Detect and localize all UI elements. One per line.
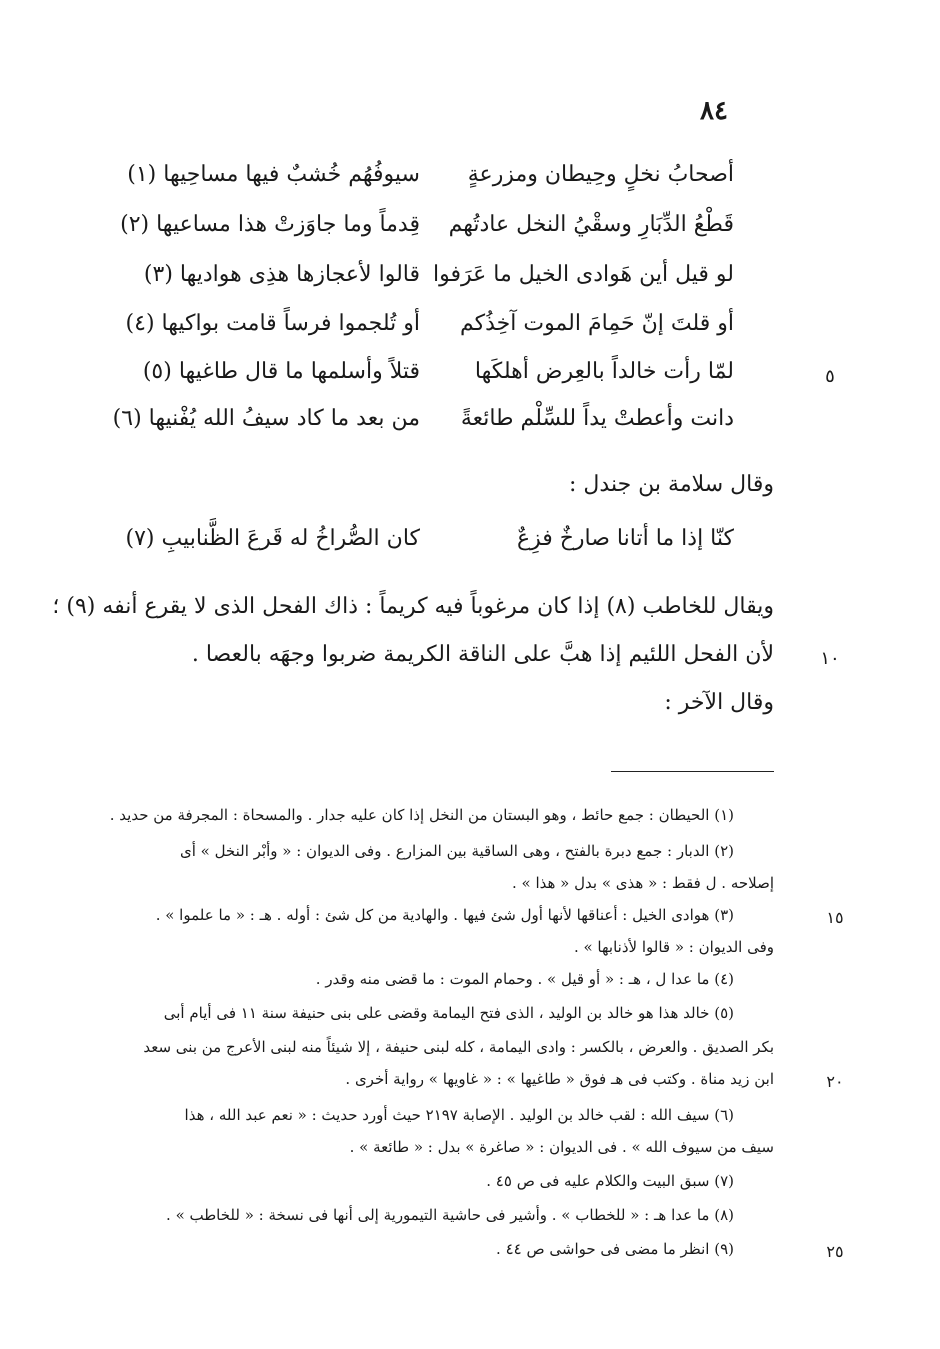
line-number-margin: ٢٠ — [826, 1072, 844, 1091]
verse-second-hemistich: سيوفُهُم خُشبٌ فيها مساحِيها (١) — [127, 162, 420, 187]
footnote-line: بكر الصديق . والعرض ، بالكسر : وادى اليمامة ، كله لبنى حنيفة ، إلا شيئاً منه لبنى الأعرج من بنى سعد — [143, 1038, 774, 1056]
verse-second-hemistich: قالوا لأعجازها هذِى هواديها (٣) — [143, 262, 420, 287]
line-number-margin: ٢٥ — [826, 1242, 844, 1261]
verse-line — [0, 311, 940, 351]
verse-first-hemistich: أو قلتَ إنّ حَمِامَ الموت آخِذُكم — [459, 311, 734, 336]
footnote-line: (٦) سيف الله : لقب خالد بن الوليد . الإصابة ٢١٩٧ حيث أورد حديث : « نعم عبد الله ، هذا — [184, 1106, 734, 1124]
prose-line: لأن الفحل اللئيم إذا هبَّ على الناقة الكريمة ضربوا وجهَه بالعصا . — [191, 642, 774, 667]
verse-first-hemistich: قَطْعُ الدِّبَارِ وسقْيُ النخل عادتُهم — [448, 212, 734, 237]
verse-first-hemistich: لمّا رأت خالداً بالعِرض أهلكَها — [474, 359, 734, 384]
verse-line — [0, 262, 940, 302]
footnote-line: إصلاحه . ل فقط : « هذى » بدل « هذا » . — [511, 874, 774, 892]
footnote-line: (٣) هوادى الخيل : أعناقها لأنها أول شئ فيها . والهادية من كل شئ : أوله . هـ : « ما علموا » . — [155, 906, 734, 924]
line-number-margin: ٥ — [825, 366, 835, 387]
footnote-line: (٧) سبق البيت والكلام عليه فى ص ٤٥ . — [486, 1172, 734, 1190]
verse-line — [0, 162, 940, 202]
verse-second-hemistich: من بعد ما كاد سيفُ الله يُفْنيها (٦) — [112, 406, 420, 431]
verse-first-hemistich: دانت وأعطتْ يداً للسِّلْم طائعةً — [460, 406, 734, 431]
verse-second-hemistich: أو تُلجموا فرساً قامت بواكيها (٤) — [125, 311, 420, 336]
footnote-separator — [611, 771, 774, 772]
line-number-margin: ١٥ — [826, 908, 844, 927]
footnote-line: وفى الديوان : « قالوا لأذنابها » . — [573, 938, 774, 956]
verse-line — [0, 526, 940, 566]
speaker-intro: وقال الآخر : — [664, 690, 774, 715]
line-number-margin: ١٠ — [820, 648, 840, 669]
verse-line — [0, 406, 940, 446]
verse-second-hemistich: قِدماً وما جاوَزتْ هذا مساعيها (٢) — [120, 212, 420, 237]
speaker-intro: وقال سلامة بن جندل : — [569, 472, 774, 497]
footnote-line: (٨) ما عدا هـ : « للخطاب » . وأشير فى حاشية التيمورية إلى أنها فى نسخة : « للخاطب » . — [166, 1206, 734, 1224]
footnote-line: (٥) خالد هذا هو خالد بن الوليد ، الذى فتح اليمامة وقضى على بنى حنيفة سنة ١١ فى أيام أبى — [163, 1004, 734, 1022]
verse-second-hemistich: كان الصُّراخُ له قَرعَ الظَّنابيبِ (٧) — [125, 526, 420, 551]
verse-first-hemistich: لو قيل أين هَوادى الخيل ما عَرَفوا — [433, 262, 734, 287]
prose-line: ويقال للخاطب (٨) إذا كان مرغوباً فيه كريماً : ذاك الفحل الذى لا يقرع أنفه (٩) ؛ — [52, 594, 774, 619]
verse-first-hemistich: أصحابُ نخلٍ وحِيطان ومزرعةٍ — [467, 162, 734, 187]
verse-second-hemistich: قتلاً وأسلمها ما قال طاغيها (٥) — [142, 359, 420, 384]
footnote-line: (١) الحيطان : جمع حائط ، وهو البستان من النخل إذا كان عليه جدار . والمسحاة : المجرفة من حديد . — [109, 806, 734, 824]
page-number: ٨٤ — [700, 96, 728, 126]
verse-first-hemistich: كنّا إذا ما أتانا صارخٌ فزِعٌ — [516, 526, 734, 551]
verse-line — [0, 359, 940, 399]
verse-line — [0, 212, 940, 252]
footnote-line: (٩) انظر ما مضى فى حواشى ص ٤٤ . — [496, 1240, 734, 1258]
footnote-line: (٤) ما عدا ل ، هـ : « أو قيل » . وحمام الموت : ما قضى منه وقدر . — [315, 970, 734, 988]
footnote-line: (٢) الدبار : جمع دبرة بالفتح ، وهى الساقية بين المزارع . وفى الديوان : « وأبْر النخل » أى — [179, 842, 734, 860]
footnote-line: سيف من سيوف الله » . فى الديوان : « صاغرة » بدل : « طائعة » . — [349, 1138, 774, 1156]
footnote-line: ابن زيد مناة . وكتب فى هـ فوق « طاغيها » : « غاويها » رواية أخرى . — [345, 1070, 774, 1088]
